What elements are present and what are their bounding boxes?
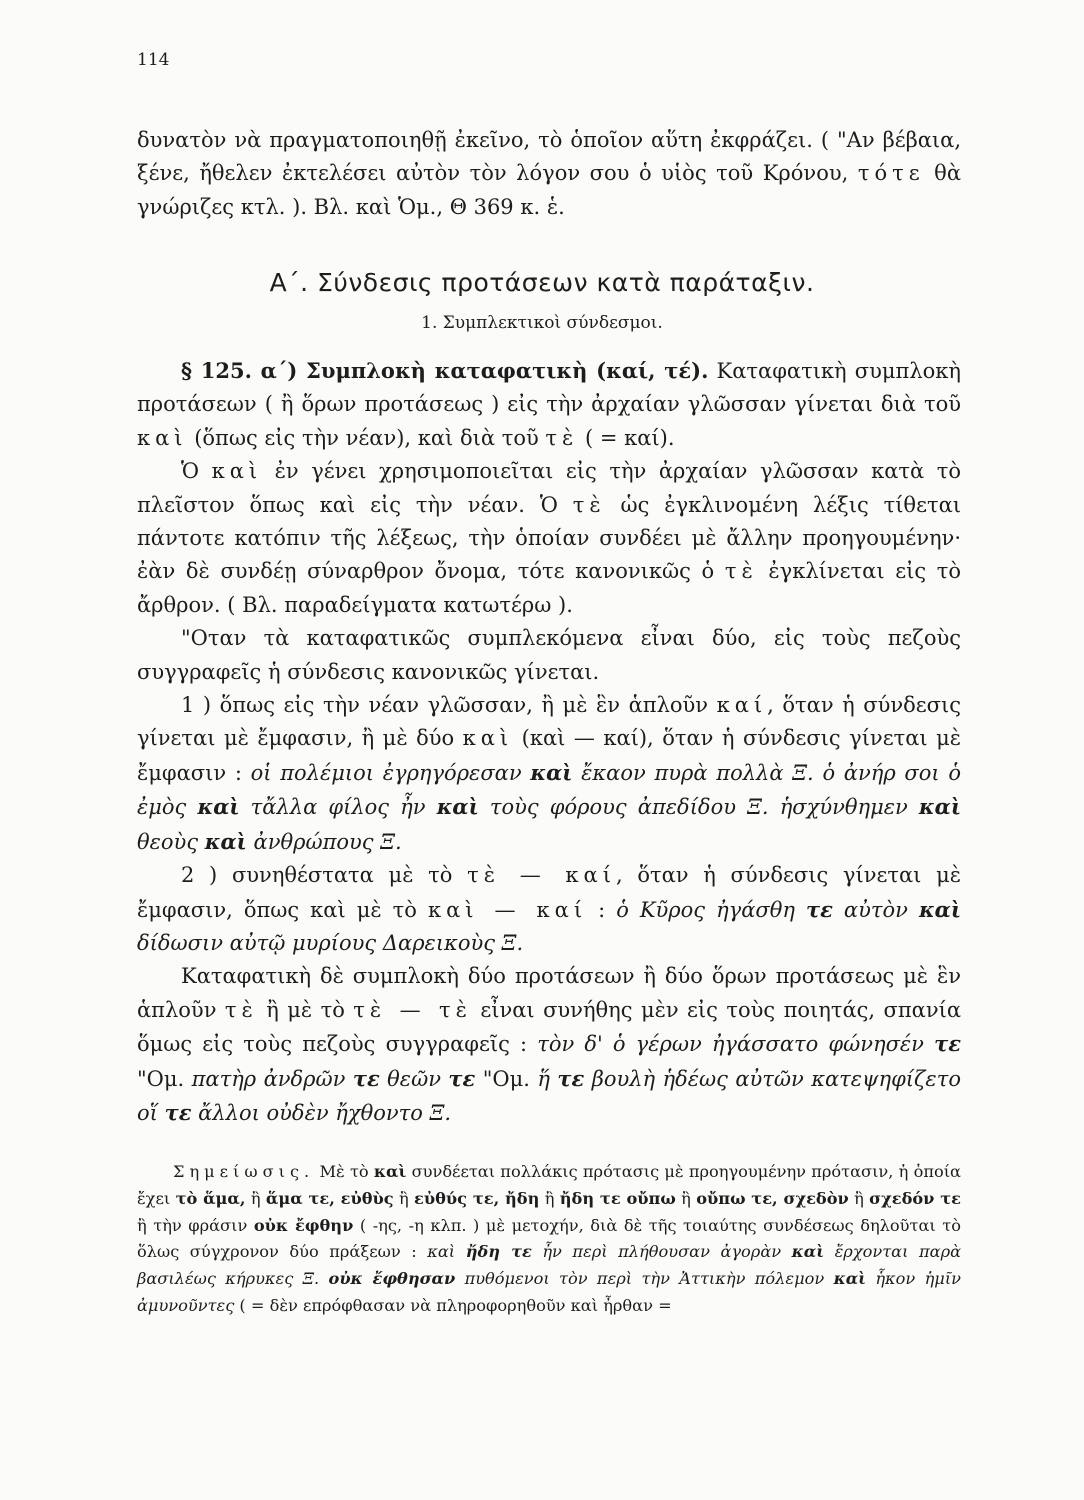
section-title: § 125. α΄) Συμπλοκὴ καταφατικὴ (καί, τέ).	[181, 358, 709, 383]
paragraph-two-elements: "Οταν τὰ καταφατικῶς συμπλεκόμενα εἶναι δύο, εἰς τοὺς πεζοὺς συγγραφεῖς ἡ σύνδεσις κανονικῶς γίνεται.	[137, 626, 961, 684]
list-item-2: 2 ) συνηθέστατα μὲ τὸ τὲ — καί, ὅταν ἡ σύνδεσις γίνεται μὲ ἔμφασιν, ὅπως καὶ μὲ τὸ καὶ — καί : ὁ Κῦρος ἠγάσθη τε αὐτὸν καὶ δίδωσιν αὐτῷ μυρίους Δαρεικοὺς Ξ.	[137, 863, 961, 955]
remark-label: Σημείωσις.	[173, 1162, 315, 1181]
paragraph-poets: Καταφατικὴ δὲ συμπλοκὴ δύο προτάσεων ἢ δύο ὅρων προτάσεως μὲ ἓν ἁπλοῦν τὲ ἢ μὲ τὸ τὲ — τὲ εἶναι συνήθης μὲν εἰς τοὺς ποιητάς, σπανία ὅμως εἰς τοὺς πεζοὺς συγγραφεῖς : τὸν δ' ὁ γέρων ἠγάσσατο φώνησέν τε "Ομ. πατὴρ ἀνδρῶν τε θεῶν τε "Ομ. ἥ τε βουλὴ ἡδέως αὐτῶν κατεψηφίζετο οἵ τε ἄλλοι οὐδὲν ἤχθοντο Ξ.	[137, 964, 961, 1125]
list-item-1: 1 ) ὅπως εἰς τὴν νέαν γλῶσσαν, ἢ μὲ ἓν ἁπλοῦν καί, ὅταν ἡ σύνδεσις γίνεται μὲ ἔμφασιν, ἢ μὲ δύο καὶ (καὶ — καί), ὅταν ἡ σύνδεσις γίνεται μὲ ἔμφασιν : οἱ πολέμιοι ἐγρηγόρεσαν καὶ ἔκαον πυρὰ πολλὰ Ξ. ὁ ἀνήρ σοι ὁ ἐμὸς καὶ τἄλλα φίλος ἦν καὶ τοὺς φόρους ἀπεδίδου Ξ. ἡσχύνθημεν καὶ θεοὺς καὶ ἀνθρώπους Ξ.	[137, 693, 961, 854]
section-heading: Α΄. Σύνδεσις προτάσεων κατὰ παράταξιν.	[269, 268, 815, 297]
footnote-remark: Σημείωσις. Μὲ τὸ καὶ συνδέεται πολλάκις πρότασις μὲ προηγουμένην πρότασιν, ἡ ὁποία ἔχει τὸ ἅμα, ἢ ἅμα τε, εὐθὺς ἢ εὐθύς τε, ἤδη ἢ ἤδη τε οὔπω ἢ οὔπω τε, σχεδὸν ἢ σχεδόν τε ἢ τὴν φράσιν οὐκ ἔφθην ( -ης, -η κλπ. ) μὲ μετοχήν, διὰ δὲ τῆς τοιαύτης συνδέσεως δηλοῦται τὸ ὅλως σύγχρονον δύο πράξεων : καὶ ἤδη τε ἦν περὶ πλήθουσαν ἀγορὰν καὶ ἔρχονται παρὰ βασιλέως κήρυκες Ξ. οὐκ ἔφθησαν πυθόμενοι τὸν περὶ τὴν Ἀττικὴν πόλεμον καὶ ἧκον ἡμῖν ἀμυνοῦντες ( = δὲν επρόφθασαν νὰ πληροφορηθοῦν καὶ ἦρθαν =	[137, 1162, 962, 1315]
subsection-heading: 1. Συμπλεκτικοὶ σύνδεσμοι.	[421, 313, 663, 333]
main-text	[137, 354, 961, 1130]
paragraph-125: § 125. α΄) Συμπλοκὴ καταφατικὴ (καί, τέ). Καταφατικὴ συμπλοκὴ προτάσεων ( ἢ ὅρων προτάσεως ) εἰς τὴν ἀρχαίαν γλῶσσαν γίνεται διὰ τοῦ καὶ (ὅπως εἰς τὴν νέαν), καὶ διὰ τοῦ τὲ ( = καί).	[137, 358, 961, 450]
intro-paragraph: δυνατὸν νὰ πραγματοποιηθῇ ἐκεῖνο, τὸ ὁποῖον αὕτη ἐκφράζει. ( "Αν βέβαια, ξένε, ἤθελεν ἐκτελέσει αὐτὸν τὸν λόγον σου ὁ υἱὸς τοῦ Κρόνου, τότε θὰ γνώριζες κτλ. ). Βλ. καὶ Ὁμ., Θ 369 κ. ἑ.	[137, 128, 961, 219]
paragraph-usage: Ὁ καὶ ἐν γένει χρησιμοποιεῖται εἰς τὴν ἀρχαίαν γλῶσσαν κατὰ τὸ πλεῖστον ὅπως καὶ εἰς τὴν νέαν. Ὁ τὲ ὡς ἐγκλινομένη λέξις τίθεται πάντοτε κατόπιν τῆς λέξεως, τὴν ὁποίαν συνδέει μὲ ἄλλην προηγουμένην· ἐὰν δὲ συνδέῃ σύναρθρον ὄνομα, τότε κανονικῶς ὁ τὲ ἐγκλίνεται εἰς τὸ ἄρθρον. ( Βλ. παραδείγματα κατωτέρω ).	[137, 459, 962, 617]
page-number: 114	[137, 50, 170, 70]
